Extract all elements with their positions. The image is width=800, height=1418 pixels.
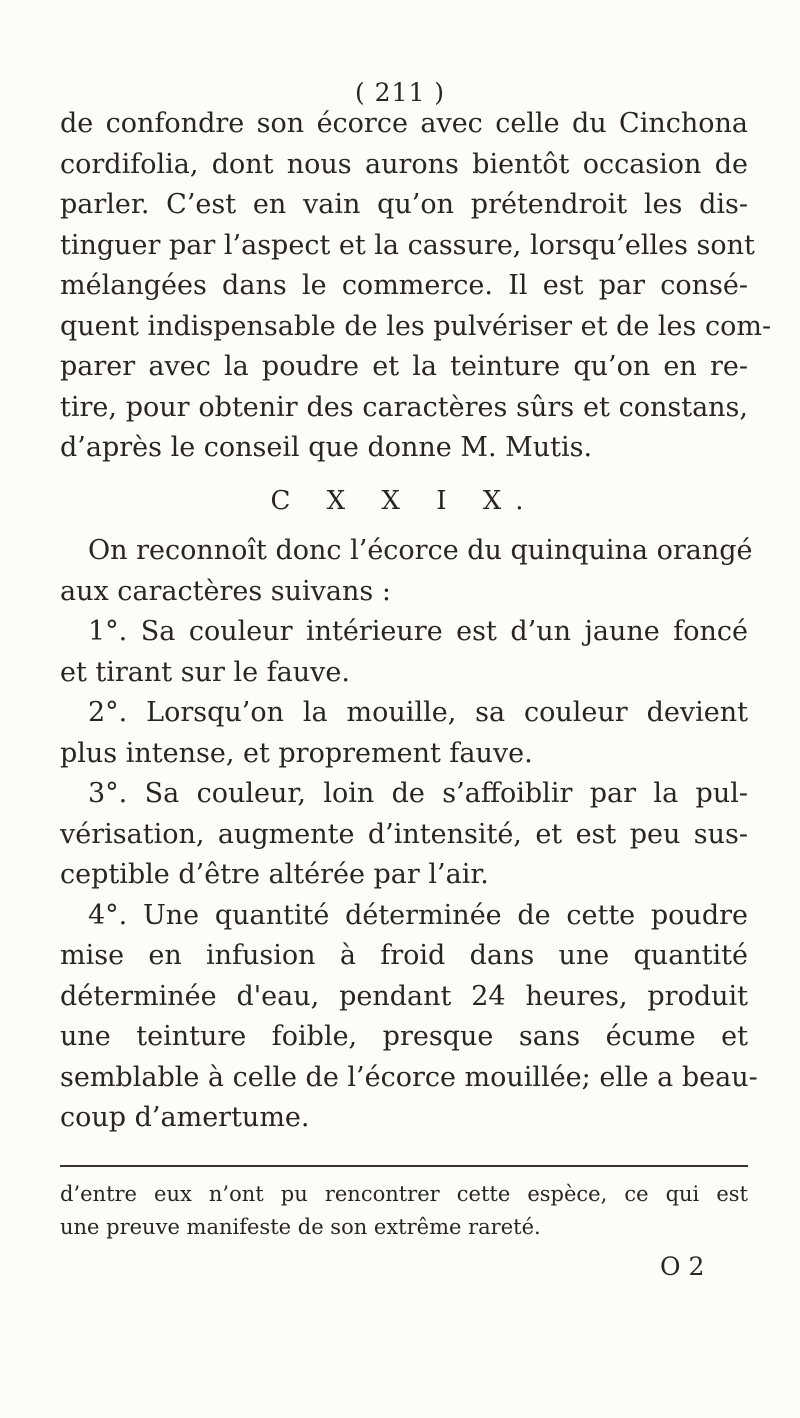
footnote-line: d’entre eux n’ont pu rencontrer cette espèce, ce qui est xyxy=(60,1182,748,1206)
text-line: quent indispensable de les pulvériser et de les com- xyxy=(60,310,772,342)
footnote-line: une preuve manifeste de son extrême rareté. xyxy=(60,1215,541,1239)
text-line: parer avec la poudre et la teinture qu’on en re- xyxy=(60,351,748,382)
text-line: de confondre son écorce avec celle du Cinchona xyxy=(60,108,748,139)
text-line: ceptible d’être altérée par l’air. xyxy=(60,859,489,890)
text-line: 1°. Sa couleur intérieure est d’un jaune foncé xyxy=(88,616,748,647)
page-number: ( 211 ) xyxy=(354,78,446,107)
text-line: déterminée d'eau, pendant 24 heures, produit xyxy=(60,980,748,1012)
text-line: On reconnoît donc l’écorce du quinquina orangé xyxy=(88,535,753,566)
signature-mark: O 2 xyxy=(660,1252,705,1281)
footnote xyxy=(60,1178,748,1244)
footnote-divider xyxy=(60,1165,748,1167)
text-line: mélangées dans le commerce. Il est par consé- xyxy=(60,270,748,301)
text-line: parler. C’est en vain qu’on prétendroit les dis- xyxy=(60,189,748,220)
text-line: tire, pour obtenir des caractères sûrs et constans, xyxy=(60,391,748,423)
text-line: une teinture foible, presque sans écume et xyxy=(60,1021,748,1052)
list-item-4 xyxy=(60,896,758,1139)
section-heading: C X X I X. xyxy=(270,485,538,516)
text-line: mise en infusion à froid dans une quantité xyxy=(60,940,748,971)
text-line: 4°. Une quantité déterminée de cette poudre xyxy=(88,899,748,931)
text-line: 2°. Lorsqu’on la mouille, sa couleur devient xyxy=(88,697,748,728)
main-text xyxy=(60,104,772,1139)
text-line: tinguer par l’aspect et la cassure, lorsqu’elles sont xyxy=(60,229,755,261)
text-line: d’après le conseil que donne M. Mutis. xyxy=(60,432,593,463)
text-line: 3°. Sa couleur, loin de s’affoiblir par la pul- xyxy=(88,778,748,809)
text-line: vérisation, augmente d’intensité, et est peu sus- xyxy=(60,818,748,850)
text-line: semblable à celle de l’écorce mouillée; elle a beau- xyxy=(60,1061,758,1093)
paragraph-intro xyxy=(60,104,772,469)
text-line: cordifolia, dont nous aurons bientôt occasion de xyxy=(60,148,748,180)
list-item-1 xyxy=(60,612,748,693)
paragraph-characters xyxy=(60,531,753,612)
list-item-3 xyxy=(60,774,748,896)
text-line: et tirant sur le fauve. xyxy=(60,656,350,688)
text-line: plus intense, et proprement fauve. xyxy=(60,737,533,769)
list-item-2 xyxy=(60,693,748,774)
text-line: aux caractères suivans : xyxy=(60,575,391,607)
text-line: coup d’amertume. xyxy=(60,1102,310,1133)
